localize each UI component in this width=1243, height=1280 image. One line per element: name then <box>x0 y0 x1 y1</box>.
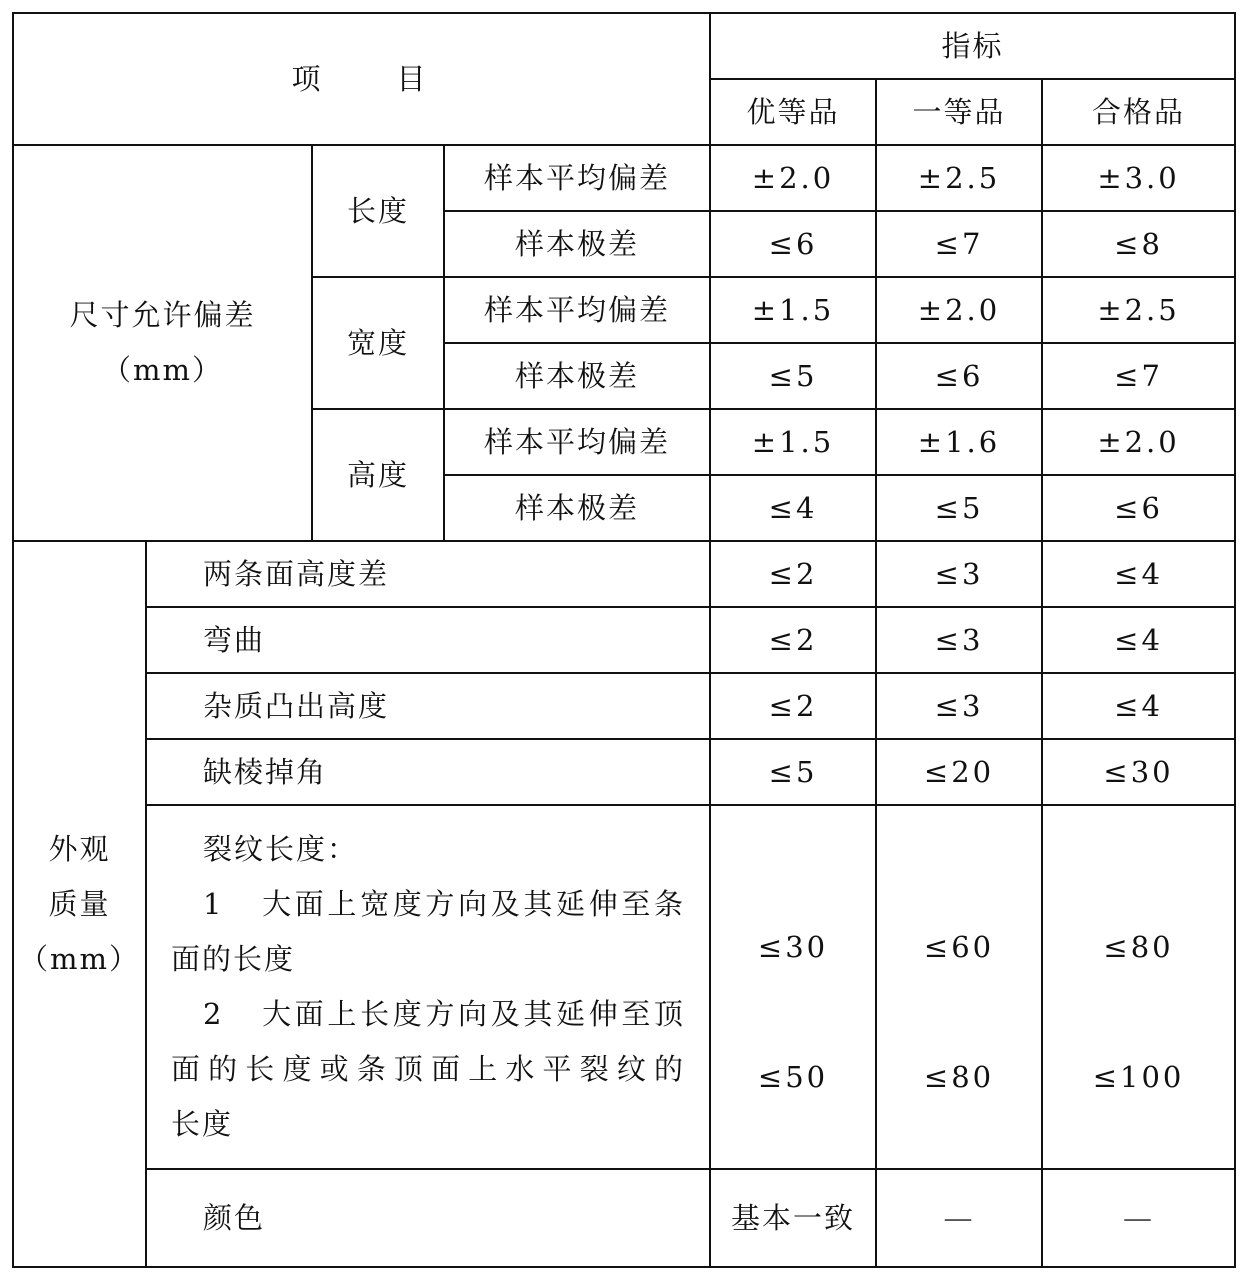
crack-item1-line2: 面的长度 <box>171 942 296 976</box>
size-deviation-label <box>13 145 312 541</box>
crack-item1-no: 1 <box>203 887 224 921</box>
cell-value: ≤60 <box>923 930 995 965</box>
cell-value: ≤30 <box>1042 739 1235 805</box>
cell-value: ≤3 <box>876 673 1042 739</box>
header-grade-first: 一等品 <box>876 79 1042 145</box>
cell-value: ≤80 <box>923 1059 995 1094</box>
row-label: 两条面高度差 <box>146 541 710 607</box>
header-row-1 <box>13 13 1235 79</box>
cell-value: ≤5 <box>710 739 876 805</box>
table-row-crack <box>13 805 1235 1169</box>
cell-value: ≤50 <box>757 1059 829 1094</box>
row-label: 样本平均偏差 <box>444 277 710 343</box>
crack-item2-no: 2 <box>203 997 224 1031</box>
cell-value: ±1.6 <box>876 409 1042 475</box>
cell-value: ±2.0 <box>1042 409 1235 475</box>
cell-value: ≤8 <box>1042 211 1235 277</box>
cell-value: ≤6 <box>710 211 876 277</box>
cell-value: ≤5 <box>876 475 1042 541</box>
cell-value: ≤7 <box>876 211 1042 277</box>
group-height: 高度 <box>312 409 444 541</box>
table-row <box>13 739 1235 805</box>
cell-value: ≤4 <box>1042 541 1235 607</box>
cell-value: ±3.0 <box>1042 145 1235 211</box>
cell-value: ≤80 <box>1103 930 1174 965</box>
row-label: 缺棱掉角 <box>146 739 710 805</box>
cell-value: ±1.5 <box>710 409 876 475</box>
cell-value: ≤2 <box>710 673 876 739</box>
cell-value: ≤3 <box>876 607 1042 673</box>
size-deviation-label-line1: 尺寸允许偏差 <box>69 298 256 332</box>
cell-value: ±2.5 <box>1042 277 1235 343</box>
table-row <box>13 145 1235 211</box>
size-deviation-label-line2: （mm） <box>102 353 223 387</box>
cell-value: ≤20 <box>876 739 1042 805</box>
crack-values-qualified <box>1042 805 1235 1169</box>
cell-value: ±2.0 <box>710 145 876 211</box>
table-row <box>13 541 1235 607</box>
crack-item2-line2: 面的长度或条顶面上水平裂纹的 <box>171 1052 686 1086</box>
cell-value: ≤4 <box>1042 673 1235 739</box>
cell-value: ≤30 <box>757 930 829 965</box>
crack-values-first <box>876 805 1042 1169</box>
cell-value: ≤4 <box>710 475 876 541</box>
crack-title: 裂纹长度： <box>203 832 359 866</box>
specification-table <box>12 12 1236 1268</box>
cell-value: — <box>876 1169 1042 1267</box>
cell-value: ≤5 <box>710 343 876 409</box>
row-label: 杂质凸出高度 <box>146 673 710 739</box>
table-row <box>13 607 1235 673</box>
row-label: 颜色 <box>146 1169 710 1267</box>
crack-item1-line1: 大面上宽度方向及其延伸至条 <box>262 887 686 921</box>
table-row <box>13 673 1235 739</box>
appearance-label-line1: 外观 <box>48 831 111 866</box>
table-row <box>13 1169 1235 1267</box>
row-label: 样本极差 <box>444 343 710 409</box>
header-grade-qualified: 合格品 <box>1042 79 1235 145</box>
cell-value: ≤6 <box>876 343 1042 409</box>
cell-value: ≤7 <box>1042 343 1235 409</box>
crack-item2-line3: 长度 <box>171 1107 234 1141</box>
header-index: 指标 <box>710 13 1235 79</box>
row-label: 样本平均偏差 <box>444 409 710 475</box>
cell-value: ≤2 <box>710 607 876 673</box>
cell-value: ±1.5 <box>710 277 876 343</box>
cell-value: ≤3 <box>876 541 1042 607</box>
row-label: 弯曲 <box>146 607 710 673</box>
group-width: 宽度 <box>312 277 444 409</box>
cell-value: ±2.5 <box>876 145 1042 211</box>
cell-value: ≤6 <box>1042 475 1235 541</box>
crack-description <box>146 805 710 1169</box>
appearance-label <box>13 541 146 1267</box>
appearance-label-line2: 质量 <box>48 886 111 921</box>
cell-value: ≤100 <box>1092 1059 1185 1094</box>
row-label: 样本极差 <box>444 475 710 541</box>
crack-values-premium <box>710 805 876 1169</box>
row-label: 样本极差 <box>444 211 710 277</box>
cell-value: ≤4 <box>1042 607 1235 673</box>
header-item: 项 目 <box>13 13 710 145</box>
crack-item2-line1: 大面上长度方向及其延伸至顶 <box>262 997 686 1031</box>
appearance-label-line3: （mm） <box>19 941 140 976</box>
group-length: 长度 <box>312 145 444 277</box>
row-label: 样本平均偏差 <box>444 145 710 211</box>
cell-value: ±2.0 <box>876 277 1042 343</box>
cell-value: ≤2 <box>710 541 876 607</box>
header-grade-premium: 优等品 <box>710 79 876 145</box>
cell-value: — <box>1042 1169 1235 1267</box>
cell-value: 基本一致 <box>710 1169 876 1267</box>
